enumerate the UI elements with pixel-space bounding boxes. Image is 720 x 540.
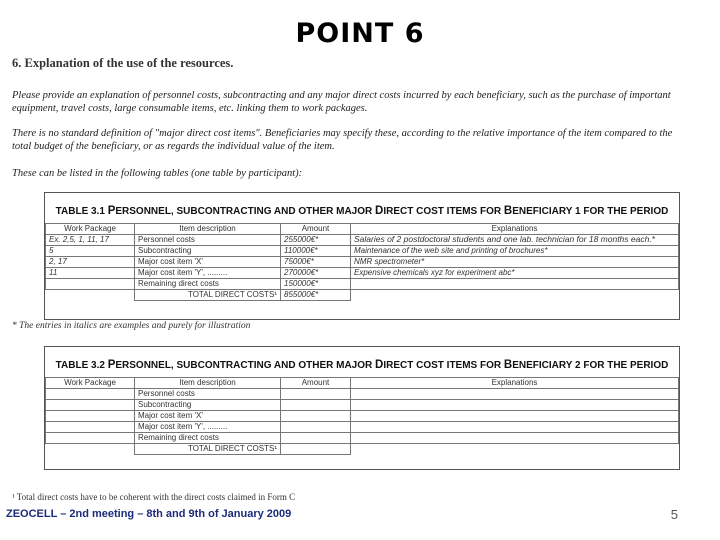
cell-work-package xyxy=(46,433,135,444)
cell-item: Remaining direct costs xyxy=(135,279,281,290)
cell-explanation xyxy=(351,433,679,444)
table-row xyxy=(46,246,679,257)
cell-item: Major cost item 'X' xyxy=(135,257,281,268)
header-item-description: Item description xyxy=(135,224,281,235)
table-row xyxy=(46,257,679,268)
paragraph-tables-intro: These can be listed in the following tables (one table by participant): xyxy=(12,168,303,179)
cell-amount: 110000€* xyxy=(281,246,351,257)
total-label: TOTAL DIRECT COSTS¹ xyxy=(135,290,281,301)
table-2-grid xyxy=(45,377,679,455)
italics-note: * The entries in italics are examples and purely for illustration xyxy=(12,321,251,331)
cell-explanation: Expensive chemicals xyz for experiment abc* xyxy=(351,268,679,279)
cell-amount: 270000€* xyxy=(281,268,351,279)
cell-explanation: NMR spectrometer* xyxy=(351,257,679,268)
cell-explanation xyxy=(351,422,679,433)
cell-explanation xyxy=(351,411,679,422)
cell-item: Major cost item 'X' xyxy=(135,411,281,422)
header-amount: Amount xyxy=(281,224,351,235)
table-header-row xyxy=(46,224,679,235)
slide-title: POINT 6 xyxy=(295,18,425,49)
header-explanations: Explanations xyxy=(351,224,679,235)
cell-work-package xyxy=(46,422,135,433)
table-row xyxy=(46,279,679,290)
cell-work-package: Ex. 2,5, 1, 11, 17 xyxy=(46,235,135,246)
header-amount: Amount xyxy=(281,378,351,389)
cell-item: Remaining direct costs xyxy=(135,433,281,444)
table-row xyxy=(46,400,679,411)
table-row xyxy=(46,411,679,422)
cell-item: Major cost item 'Y', ......... xyxy=(135,268,281,279)
table-total-row xyxy=(46,444,679,455)
table-row xyxy=(46,235,679,246)
table-2-title: TABLE 3.2 PERSONNEL, SUBCONTRACTING AND OTHER MAJOR DIRECT COST ITEMS FOR BENEFICIARY 2 FOR THE PERIOD xyxy=(55,359,669,371)
cell-item: Subcontracting xyxy=(135,246,281,257)
cell-item: Personnel costs xyxy=(135,235,281,246)
cell-amount xyxy=(281,400,351,411)
section-heading: 6. Explanation of the use of the resources. xyxy=(12,56,234,70)
table-row xyxy=(46,422,679,433)
header-work-package: Work Package xyxy=(46,224,135,235)
cell-work-package xyxy=(46,411,135,422)
paragraph-definition: There is no standard definition of "major direct cost items". Beneficiaries may specify these, according to the relative importance of the item compared to the total budget of the beneficiary, or as regards the individual value of the item. xyxy=(12,128,673,152)
cell-work-package: 11 xyxy=(46,268,135,279)
table-1-title: TABLE 3.1 PERSONNEL, SUBCONTRACTING AND OTHER MAJOR DIRECT COST ITEMS FOR BENEFICIARY 1 FOR THE PERIOD xyxy=(55,205,669,217)
total-label: TOTAL DIRECT COSTS¹ xyxy=(135,444,281,455)
header-item-description: Item description xyxy=(135,378,281,389)
cell-work-package xyxy=(46,400,135,411)
cell-work-package: 5 xyxy=(46,246,135,257)
table-row xyxy=(46,268,679,279)
cell-work-package: 2, 17 xyxy=(46,257,135,268)
cell-item: Subcontracting xyxy=(135,400,281,411)
footer-meeting-info: ZEOCELL – 2nd meeting – 8th and 9th of January 2009 xyxy=(6,508,292,520)
table-beneficiary-2 xyxy=(44,346,680,470)
cell-explanation: Maintenance of the web site and printing of brochures* xyxy=(351,246,679,257)
total-value: 855000€* xyxy=(281,290,351,301)
header-explanations: Explanations xyxy=(351,378,679,389)
cell-item: Personnel costs xyxy=(135,389,281,400)
table-beneficiary-1 xyxy=(44,192,680,320)
cell-amount xyxy=(281,433,351,444)
cell-amount: 255000€* xyxy=(281,235,351,246)
cell-amount xyxy=(281,422,351,433)
footnote: ¹ Total direct costs have to be coherent with the direct costs claimed in Form C xyxy=(12,492,296,502)
cell-explanation: Salaries of 2 postdoctoral students and one lab. technician for 18 months each.* xyxy=(351,235,679,246)
cell-amount xyxy=(281,389,351,400)
cell-amount: 75000€* xyxy=(281,257,351,268)
cell-work-package xyxy=(46,279,135,290)
paragraph-instructions: Please provide an explanation of personnel costs, subcontracting and any major direct costs incurred by each beneficiary, such as the purchase of important equipment, travel costs, large consumable items, etc. linking them to work packages. xyxy=(12,90,671,114)
total-value xyxy=(281,444,351,455)
cell-item: Major cost item 'Y', ......... xyxy=(135,422,281,433)
cell-amount: 150000€* xyxy=(281,279,351,290)
cell-amount xyxy=(281,411,351,422)
table-total-row xyxy=(46,290,679,301)
table-1-grid xyxy=(45,223,679,301)
page-number: 5 xyxy=(670,507,678,522)
table-row xyxy=(46,389,679,400)
cell-explanation xyxy=(351,279,679,290)
cell-explanation xyxy=(351,400,679,411)
table-row xyxy=(46,433,679,444)
table-header-row xyxy=(46,378,679,389)
cell-explanation xyxy=(351,389,679,400)
cell-work-package xyxy=(46,389,135,400)
header-work-package: Work Package xyxy=(46,378,135,389)
